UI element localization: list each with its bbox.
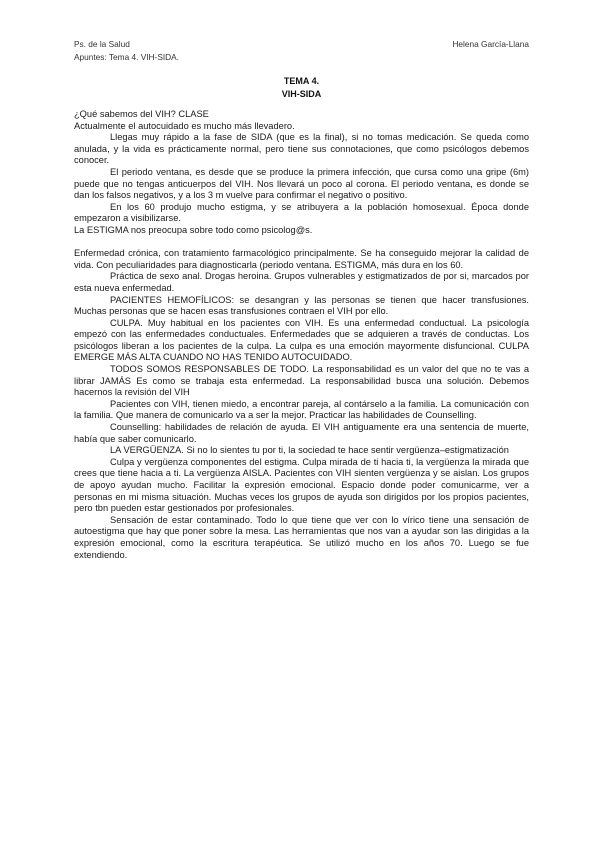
paragraph: CULPA. Muy habitual en los pacientes con VIH. Es una enfermedad conductual. La psicología empezó con las enfermedades conductuales. Enfermedades que se adquieren a través de conductas. Los psicólogos liberan a los pacientes de la culpa. La culpa es una emoción mayormente disfuncional. CULPA EMERGE MÁS ALTA CUANDO NO HAS TENIDO AUTOCUIDADO. [74,317,529,363]
paragraph: Enfermedad crónica, con tratamiento farmacológico principalmente. Se ha conseguido mejorar la calidad de vida. Con peculiaridades para diagnosticarla (periodo ventana. ESTIGMA, más dura en los 60. [74,248,529,270]
document-title [74,75,529,101]
paragraph: En los 60 produjo mucho estigma, y se atribuyera a la población homosexual. Época donde empezaron a visibilizarse. [74,201,529,224]
paragraph: ¿Qué sabemos del VIH? CLASE [74,109,209,119]
paragraph: La ESTIGMA nos preocupa sobre todo como psicolog@s. [74,224,313,235]
paragraph: Culpa y vergüenza componentes del estigma. Culpa mirada de ti hacia ti, la vergüenza la mirada que crees que tiene hacia a ti. La vergüenza AISLA. Pacientes con VIH sienten vergüenza y se aislan. Los grupos de apoyo ayudan mucho. Facilitar la expresión emocional. Espacio donde poder comunicarme, ver a personas en mi misma situación. Muchas veces los grupos de ayuda son dirigidos por los propios pacientes, pero tbn pueden estar gestionados por profesionales. [74,456,529,514]
paragraph: Sensación de estar contaminado. Todo lo que tiene que ver con lo vírico tiene una sensación de autoestigma que hay que poner sobre la mesa. Las herramientas que nos van a ayudar son las dirigidas a la expresión emocional, como la escritura terapéutica. Se utilizó mucho en los años 70. Luego se fue extendiendo. [74,514,529,560]
header-author: Helena García-Llana [452,39,529,49]
paragraph: Counselling: habilidades de relación de ayuda. El VIH antiguamente era una sentencia de muerte, había que saber comunicarlo. [74,422,529,444]
header-left [74,38,179,64]
paragraph: TODOS SOMOS RESPONSABLES DE TODO. La responsabilidad es un valor del que no te vas a librar JAMÁS Es como se trabaja esta enfermedad. La responsabilidad busca una solución. Debemos hacernos la revisión del VIH [74,364,529,398]
paragraph: Práctica de sexo anal. Drogas heroina. Grupos vulnerables y estigmatizados de por si, marcados por esta nueva enfermedad. [74,271,529,293]
title-line-1: TEMA 4. [283,76,320,86]
document-body [74,109,529,561]
paragraph: LA VERGÜENZA. Si no lo sientes tu por ti, la sociedad te hace sentir vergüenza–estigmatización [110,445,509,456]
title-line-2: VIH-SIDA [281,89,322,99]
header-subject: Ps. de la Salud [74,39,130,49]
paragraph: PACIENTES HEMOFÍLICOS: se desangran y las personas se tienen que hacer transfusiones. Muchas personas que se hacen esas transfusiones contraen el VIH por ello. [74,294,529,317]
header-notes: Apuntes: Tema 4. VIH-SIDA. [74,52,179,62]
paragraph: Pacientes con VIH, tienen miedo, a encontrar pareja, al contárselo a la familia. La comunicación con la familia. Que manera de comunicarlo va a ser la mejor. Practicar las habilidades de Counselling. [74,398,529,421]
paragraph: Actualmente el autocuidado es mucho más llevadero. [74,120,295,131]
paragraph: Llegas muy rápido a la fase de SIDA (que es la final), si no tomas medicación. Se queda como anulada, y la vida es prácticamente normal, pero tiene sus connotaciones, que como psicólogos debemos conocer. [74,132,529,166]
paragraph: El periodo ventana, es desde que se produce la primera infección, que cursa como una gripe (6m) puede que no tengas anticuerpos del VIH. Nos llevará un poco al corona. El periodo ventana, es donde se dan los falsos negativos, y a los 3 m vuelve para confirmar el negativo o positivo. [74,166,529,201]
